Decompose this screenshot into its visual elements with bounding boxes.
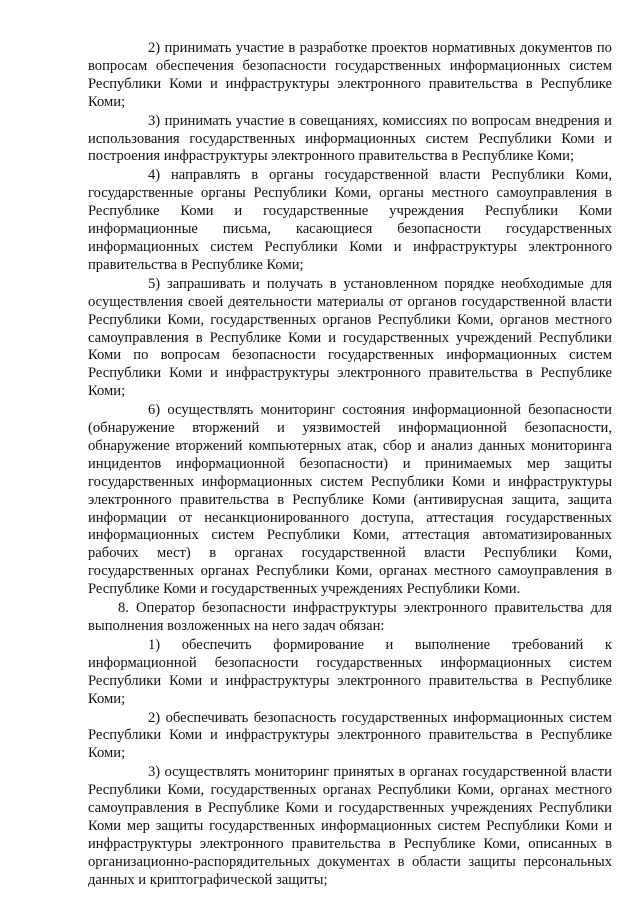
item-number: 4) xyxy=(148,167,161,184)
item-number: 6) xyxy=(148,402,161,419)
paragraph-item-2 xyxy=(88,40,612,112)
item-number: 3) xyxy=(148,764,161,781)
paragraph-8-item-2 xyxy=(88,710,612,764)
paragraph-item-3 xyxy=(88,113,612,167)
paragraph-text: принимать участие в совещаниях, комиссиях по вопросам внедрения и использования государственных информационных систем Республики Коми и построения инфраструктуры электронного правительства в Республике Коми; xyxy=(88,112,612,165)
item-number: 1) xyxy=(148,636,161,653)
paragraph-text: осуществлять мониторинг принятых в органах государственной власти Республики Коми, государственных органах Республики Коми, органах местного самоуправления в Республике Коми и государственных учреждениях Республики Коми мер защиты государственных информационных систем Республики Коми и инфраструктуры электронного правительства в Республике Коми, описанных в организационно-распорядительных документах в области защиты персональных данных и криптографической защиты; xyxy=(88,764,612,888)
paragraph-text: запрашивать и получать в установленном порядке необходимые для осуществления своей деятельности материалы от органов государственной власти Республики Коми, государственных органов Республики Коми, органов местного самоуправления в Республике Коми и государственных учреждений Республики Коми по вопросам безопасности государственных информационных систем Республики Коми и инфраструктуры электронного правительства в Республике Коми; xyxy=(88,275,612,400)
item-number: 5) xyxy=(148,275,161,292)
item-number: 3) xyxy=(148,112,161,129)
paragraph-8-item-1 xyxy=(88,637,612,709)
paragraph-text: 8. Оператор безопасности инфраструктуры электронного правительства для выполнения возложенных на него задач обязан: xyxy=(88,600,612,634)
paragraph-text: обеспечить формирование и выполнение требований к информационной безопасности государственных информационных систем Республики Коми и инфраструктуры электронного правительства в Республике Коми; xyxy=(88,636,612,707)
section-8-heading xyxy=(88,600,612,636)
paragraph-text: обеспечивать безопасность государственных информационных систем Республики Коми и инфраструктуры электронного правительства в Республике Коми; xyxy=(88,709,613,762)
paragraph-text: направлять в органы государственной власти Республики Коми, государственные органы Республики Коми, органы местного самоуправления в Республике Коми и государственные учреждения Республики Коми информационные письма, касающиеся безопасности государственных информационных систем Республики Коми и инфраструктуры электронного правительства в Республике Коми; xyxy=(88,167,612,273)
paragraph-text: принимать участие в разработке проектов нормативных документов по вопросам обеспечения безопасности государственных информационных систем Республики Коми и инфраструктуры электронного правительства в Республике Коми; xyxy=(88,40,612,110)
paragraph-text: осуществлять мониторинг состояния информационной безопасности (обнаружение вторжений и уязвимостей информационной безопасности, обнаружение вторжений компьютерных атак, сбор и анализ данных мониторинга инцидентов информационной безопасности) и принимаемых мер защиты государственных информационных систем Республики Коми и инфраструктуры электронного правительства в Республике Коми (антивирусная защита, защита информации от несанкционированного доступа, аттестация государственных информационных систем Республики Коми, аттестация автоматизированных рабочих мест) в органах государственной власти Республики Коми, государственных органах Республики Коми, органах местного самоуправления в Республике Коми и государственных учреждениях Республики Коми. xyxy=(88,402,612,598)
item-number: 2) xyxy=(148,709,161,726)
document-page xyxy=(88,40,612,891)
paragraph-8-item-3 xyxy=(88,764,612,889)
item-number: 2) xyxy=(148,40,161,56)
paragraph-item-5 xyxy=(88,276,612,401)
paragraph-item-4 xyxy=(88,167,612,274)
paragraph-item-6 xyxy=(88,402,612,599)
